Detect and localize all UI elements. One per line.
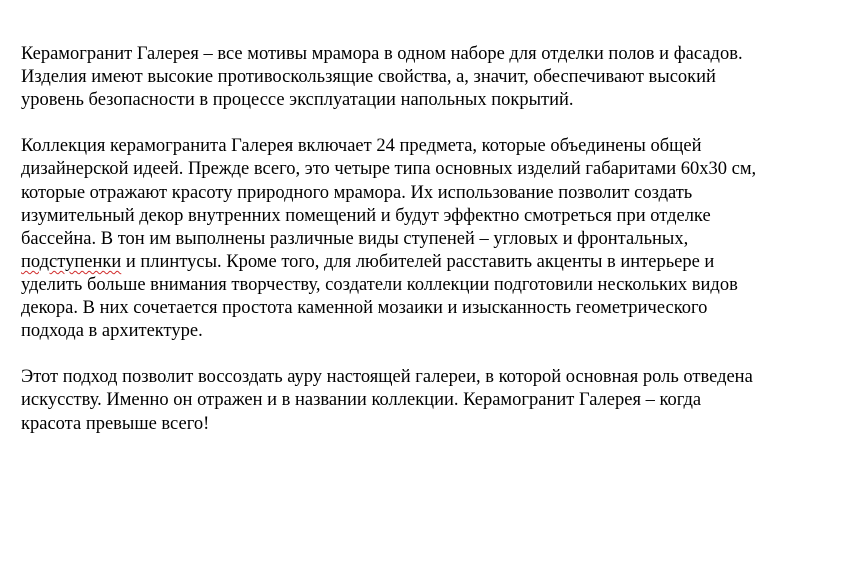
text-line: Этот подход позволит воссоздать ауру настоящей галереи, в которой основная роль отведена — [21, 367, 753, 388]
text-line: подхода в архитектуре. — [21, 321, 203, 342]
text-line: изумительный декор внутренних помещений и будут эффектно смотреться при отделке — [21, 205, 711, 226]
text-line: Коллекция керамогранита Галерея включает 24 предмета, которые объединены общей — [21, 136, 702, 157]
text-line — [21, 251, 841, 274]
text-line: Керамогранит Галерея – все мотивы мрамора в одном наборе для отделки полов и фасадов. — [21, 44, 743, 64]
paragraph-2 — [21, 135, 841, 343]
text-line: Изделия имеют высокие противоскользящие свойства, а, значит, обеспечивают высокий — [21, 67, 716, 88]
text-line: уделить больше внимания творчеству, создатели коллекции подготовили нескольких видов — [21, 274, 738, 295]
text-line: дизайнерской идеей. Прежде всего, это четыре типа основных изделий габаритами 60х30 см, — [21, 159, 757, 180]
spelling-error-word[interactable]: подступенки — [21, 251, 122, 272]
text-line-rest: и плинтусы. Кроме того, для любителей расставить акценты в интерьере и — [121, 251, 715, 272]
text-line: бассейна. В тон им выполнены различные виды ступеней – угловых и фронтальных, — [21, 228, 689, 249]
paragraph-1 — [21, 43, 841, 112]
document-body — [21, 43, 841, 459]
paragraph-3 — [21, 366, 841, 435]
text-line: красота превыше всего! — [21, 413, 210, 434]
text-line: уровень безопасности в процессе эксплуатации напольных покрытий. — [21, 90, 574, 111]
text-line: искусству. Именно он отражен и в названии коллекции. Керамогранит Галерея – когда — [21, 390, 702, 411]
text-line: декора. В них сочетается простота каменной мозаики и изысканность геометрического — [21, 298, 708, 319]
text-line: которые отражают красоту природного мрамора. Их использование позволит создать — [21, 182, 693, 203]
